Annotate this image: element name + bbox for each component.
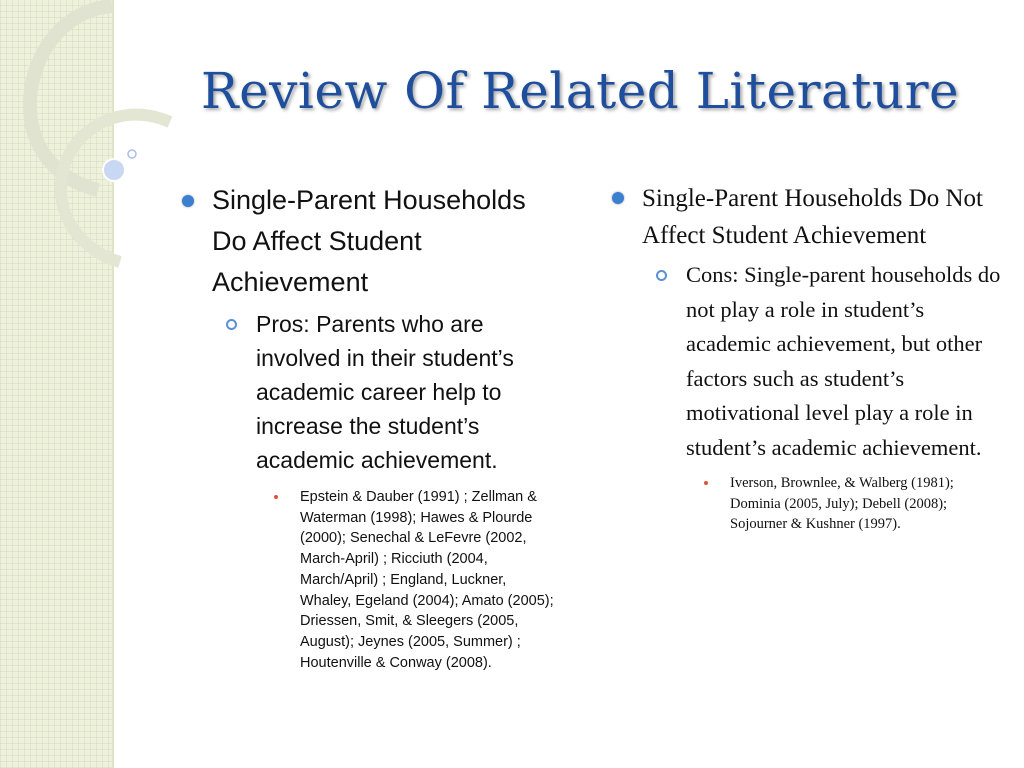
right-heading-text: Single-Parent Households Do Not Affect Student Achievement [642,185,983,249]
left-citations-text: Epstein & Dauber (1991) ; Zellman & Waterman (1998); Hawes & Plourde (2000); Senechal & LeFevre (2002, March-April) ; Ricciuth (2004, March/April) ; England, Luckner, Whaley, Egeland (2004); Amato (2005); Driessen, Smit, & Sleegers (2005, August); Jeynes (2005, Summer) ; Houtenville & Conway (2008). [300,489,554,671]
right-heading [608,180,1008,254]
filled-circle-bullet-icon [182,195,194,207]
small-dot-bullet-icon [704,481,708,485]
left-heading-text: Single-Parent Households Do Affect Student Achievement [212,185,526,297]
hollow-circle-bullet-icon [656,270,667,281]
right-citations [696,473,1002,535]
decorative-bubble-small [128,150,136,158]
left-point-text: Pros: Parents who are involved in their student’s academic career help to increase the student’s academic achievement. [256,311,514,473]
small-dot-bullet-icon [274,495,278,499]
slide-title: Review Of Related Literature [200,62,960,120]
right-citations-text: Iverson, Brownlee, & Walberg (1981); Dominia (2005, July); Debell (2008); Sojourner & Kushner (1997). [730,475,954,532]
right-point-text: Cons: Single-parent households do not play a role in student’s academic achievement, but other factors such as student’s motivational level play a role in student’s academic achievement. [686,262,1001,460]
hollow-circle-bullet-icon [226,319,237,330]
right-point [652,258,1008,465]
right-column [608,180,1008,535]
filled-circle-bullet-icon [612,192,624,204]
left-column [178,180,558,673]
left-citations [266,487,556,673]
decorative-bubble-large [103,159,125,181]
left-point [222,307,558,477]
left-heading [178,180,558,303]
